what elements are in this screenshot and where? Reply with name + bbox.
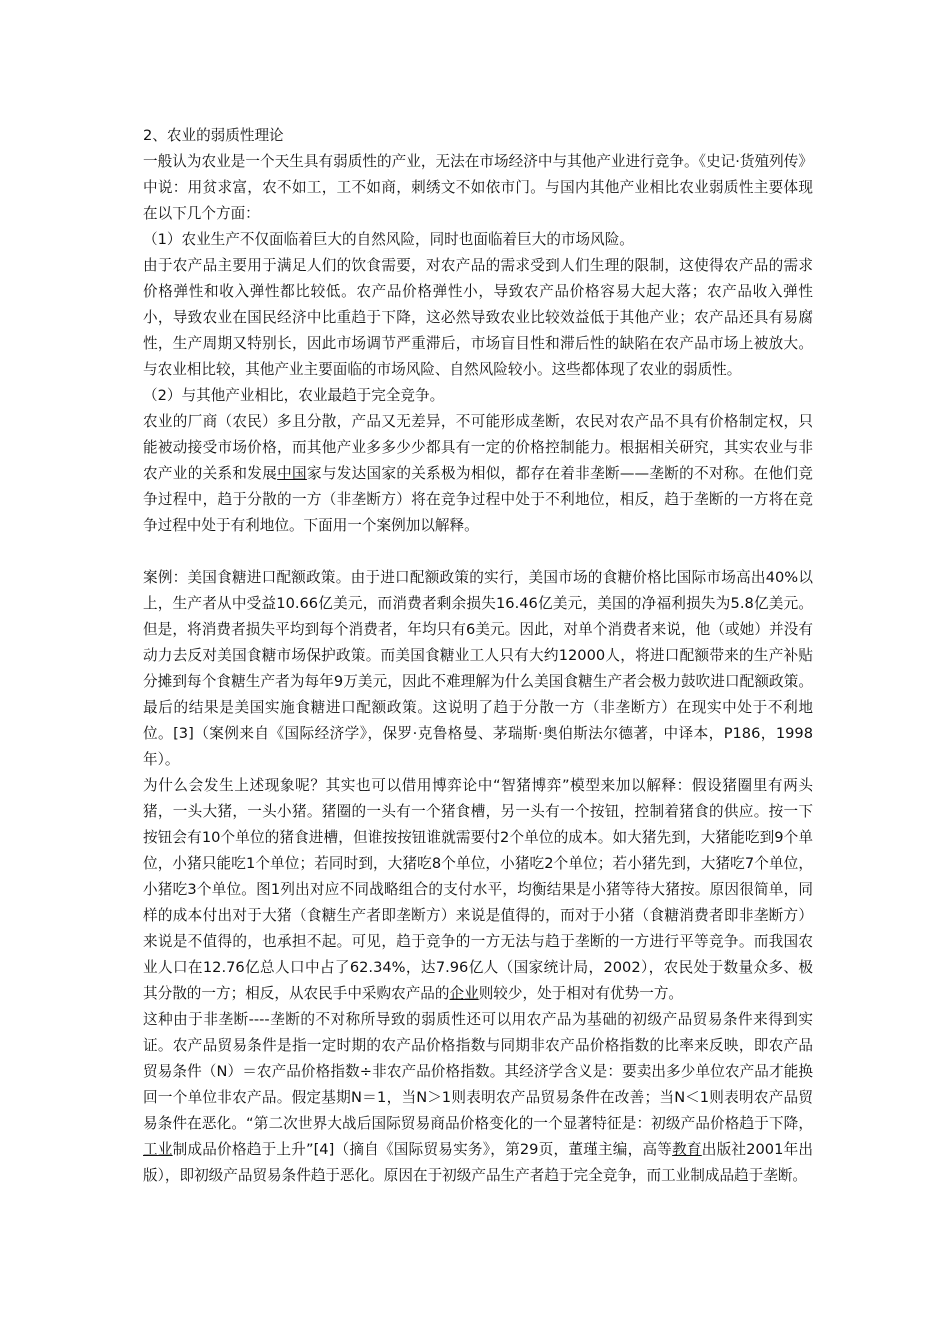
paragraph-2-text-b: 家与发达国家的关系极为相似，都存在着非垄断——垄断的不对称。在他们竞争过程中，趋于分散的一方（非垄断方）将在竞争过程中处于不利地位，相反，趋于垄断的一方将在竞争过程中处于有利地位。下面用一个案例加以解释。 <box>143 465 813 534</box>
point-1: （1）农业生产不仅面临着巨大的自然风险，同时也面临着巨大的市场风险。 <box>143 231 634 248</box>
blank-line <box>143 539 813 565</box>
trade-text-c: 出版社2001年出版），即初级产品贸易条件趋于恶化。原因在于初级产品生产者趋于完全竞争，而工业制成品趋于垄断。 <box>143 1141 813 1184</box>
paragraph-2-text-a: 农业的厂商（农民）多且分散，产品又无差异，不可能形成垄断，农民对农产品不具有价格制定权，只能被动接受市场价格，而其他产业多多少少都具有一定的价格控制能力。根据相关研究，其实农业与非农产业的关系和发展 <box>143 413 813 482</box>
case-paragraph: 案例：美国食糖进口配额政策。由于进口配额政策的实行，美国市场的食糖价格比国际市场高出40%以上，生产者从中受益10.66亿美元，而消费者剩余损失16.46亿美元，美国的净福利损失为5.8亿美元。但是，将消费者损失平均到每个消费者，年均只有6美元。因此，对单个消费者来说，他（或她）并没有动力去反对美国食糖市场保护政策。而美国食糖业工人只有大约12000人，将进口配额带来的生产补贴分摊到每个食糖生产者为每年9万美元，因此不难理解为什么美国食糖生产者会极力鼓吹进口配额政策。最后的结果是美国实施食糖进口配额政策。这说明了趋于分散一方（非垄断方）在现实中处于不利地位。[3]（案例来自《国际经济学》，保罗·克鲁格曼、茅瑞斯·奥伯斯法尔德著，中译本，P186，1998年）。 <box>143 569 813 768</box>
game-text-b: 则较少，处于相对有优势一方。 <box>478 985 684 1002</box>
paragraph-2 <box>143 409 813 539</box>
link-qiye[interactable]: 企业 <box>449 985 479 1002</box>
trade-text-a: 这种由于非垄断----垄断的不对称所导致的弱质性还可以用农产品为基础的初级产品贸易条件来得到实证。农产品贸易条件是指一定时期的农产品价格指数与同期非农产品价格指数的比率来反映，即农产品贸易条件（N）＝农产品价格指数÷非农产品价格指数。其经济学含义是：要卖出多少单位农产品才能换回一个单位非农产品。假定基期N＝1，当N＞1则表明农产品贸易条件在改善；当N＜1则表明农产品贸易条件在恶化。“第二次世界大战后国际贸易商品价格变化的一个显著特征是：初级产品价格趋于下降， <box>143 1011 813 1132</box>
game-paragraph <box>143 773 813 1007</box>
link-zhongguo[interactable]: 中国 <box>277 465 307 482</box>
trade-text-b: 制成品价格趋于上升”[4]（摘自《国际贸易实务》，第29页，董瑾主编，高等 <box>172 1141 673 1158</box>
section-heading: 2、农业的弱质性理论 <box>143 127 284 144</box>
intro-paragraph: 一般认为农业是一个天生具有弱质性的产业，无法在市场经济中与其他产业进行竞争。《史记·货殖列传》中说：用贫求富，农不如工，工不如商，刺绣文不如依市门。与国内其他产业相比农业弱质性主要体现在以下几个方面： <box>143 153 813 222</box>
game-text-a: 为什么会发生上述现象呢？其实也可以借用博弈论中“智猪博弈”模型来加以解释：假设猪圈里有两头猪，一头大猪，一头小猪。猪圈的一头有一个猪食槽，另一头有一个按钮，控制着猪食的供应。按一下按钮会有10个单位的猪食进槽，但谁按按钮谁就需要付2个单位的成本。如大猪先到，大猪能吃到9个单位，小猪只能吃1个单位；若同时到，大猪吃8个单位，小猪吃2个单位；若小猪先到，大猪吃7个单位，小猪吃3个单位。图1列出对应不同战略组合的支付水平，均衡结果是小猪等待大猪按。原因很简单，同样的成本付出对于大猪（食糖生产者即垄断方）来说是值得的，而对于小猪（食糖消费者即非垄断方）来说是不值得的，也承担不起。可见，趋于竞争的一方无法与趋于垄断的一方进行平等竞争。而我国农业人口在12.76亿总人口中占了62.34%，达7.96亿人（国家统计局，2002），农民处于数量众多、极其分散的一方；相反，从农民手中采购农产品的 <box>143 777 814 1002</box>
link-jiaoyu[interactable]: 教育 <box>672 1141 702 1158</box>
paragraph-1: 由于农产品主要用于满足人们的饮食需要，对农产品的需求受到人们生理的限制，这使得农产品的需求价格弹性和收入弹性都比较低。农产品价格弹性小，导致农产品价格容易大起大落；农产品收入弹性小，导致农业在国民经济中比重趋于下降，这必然导致农业比较效益低于其他产业；农产品还具有易腐性，生产周期又特别长，因此市场调节严重滞后，市场盲目性和滞后性的缺陷在农产品市场上被放大。与农业相比较，其他产业主要面临的市场风险、自然风险较小。这些都体现了农业的弱质性。 <box>143 257 813 378</box>
trade-paragraph <box>143 1007 813 1189</box>
link-gongye[interactable]: 工业 <box>143 1141 173 1158</box>
document-page <box>143 123 813 1189</box>
point-2: （2）与其他产业相比，农业最趋于完全竞争。 <box>143 387 445 404</box>
